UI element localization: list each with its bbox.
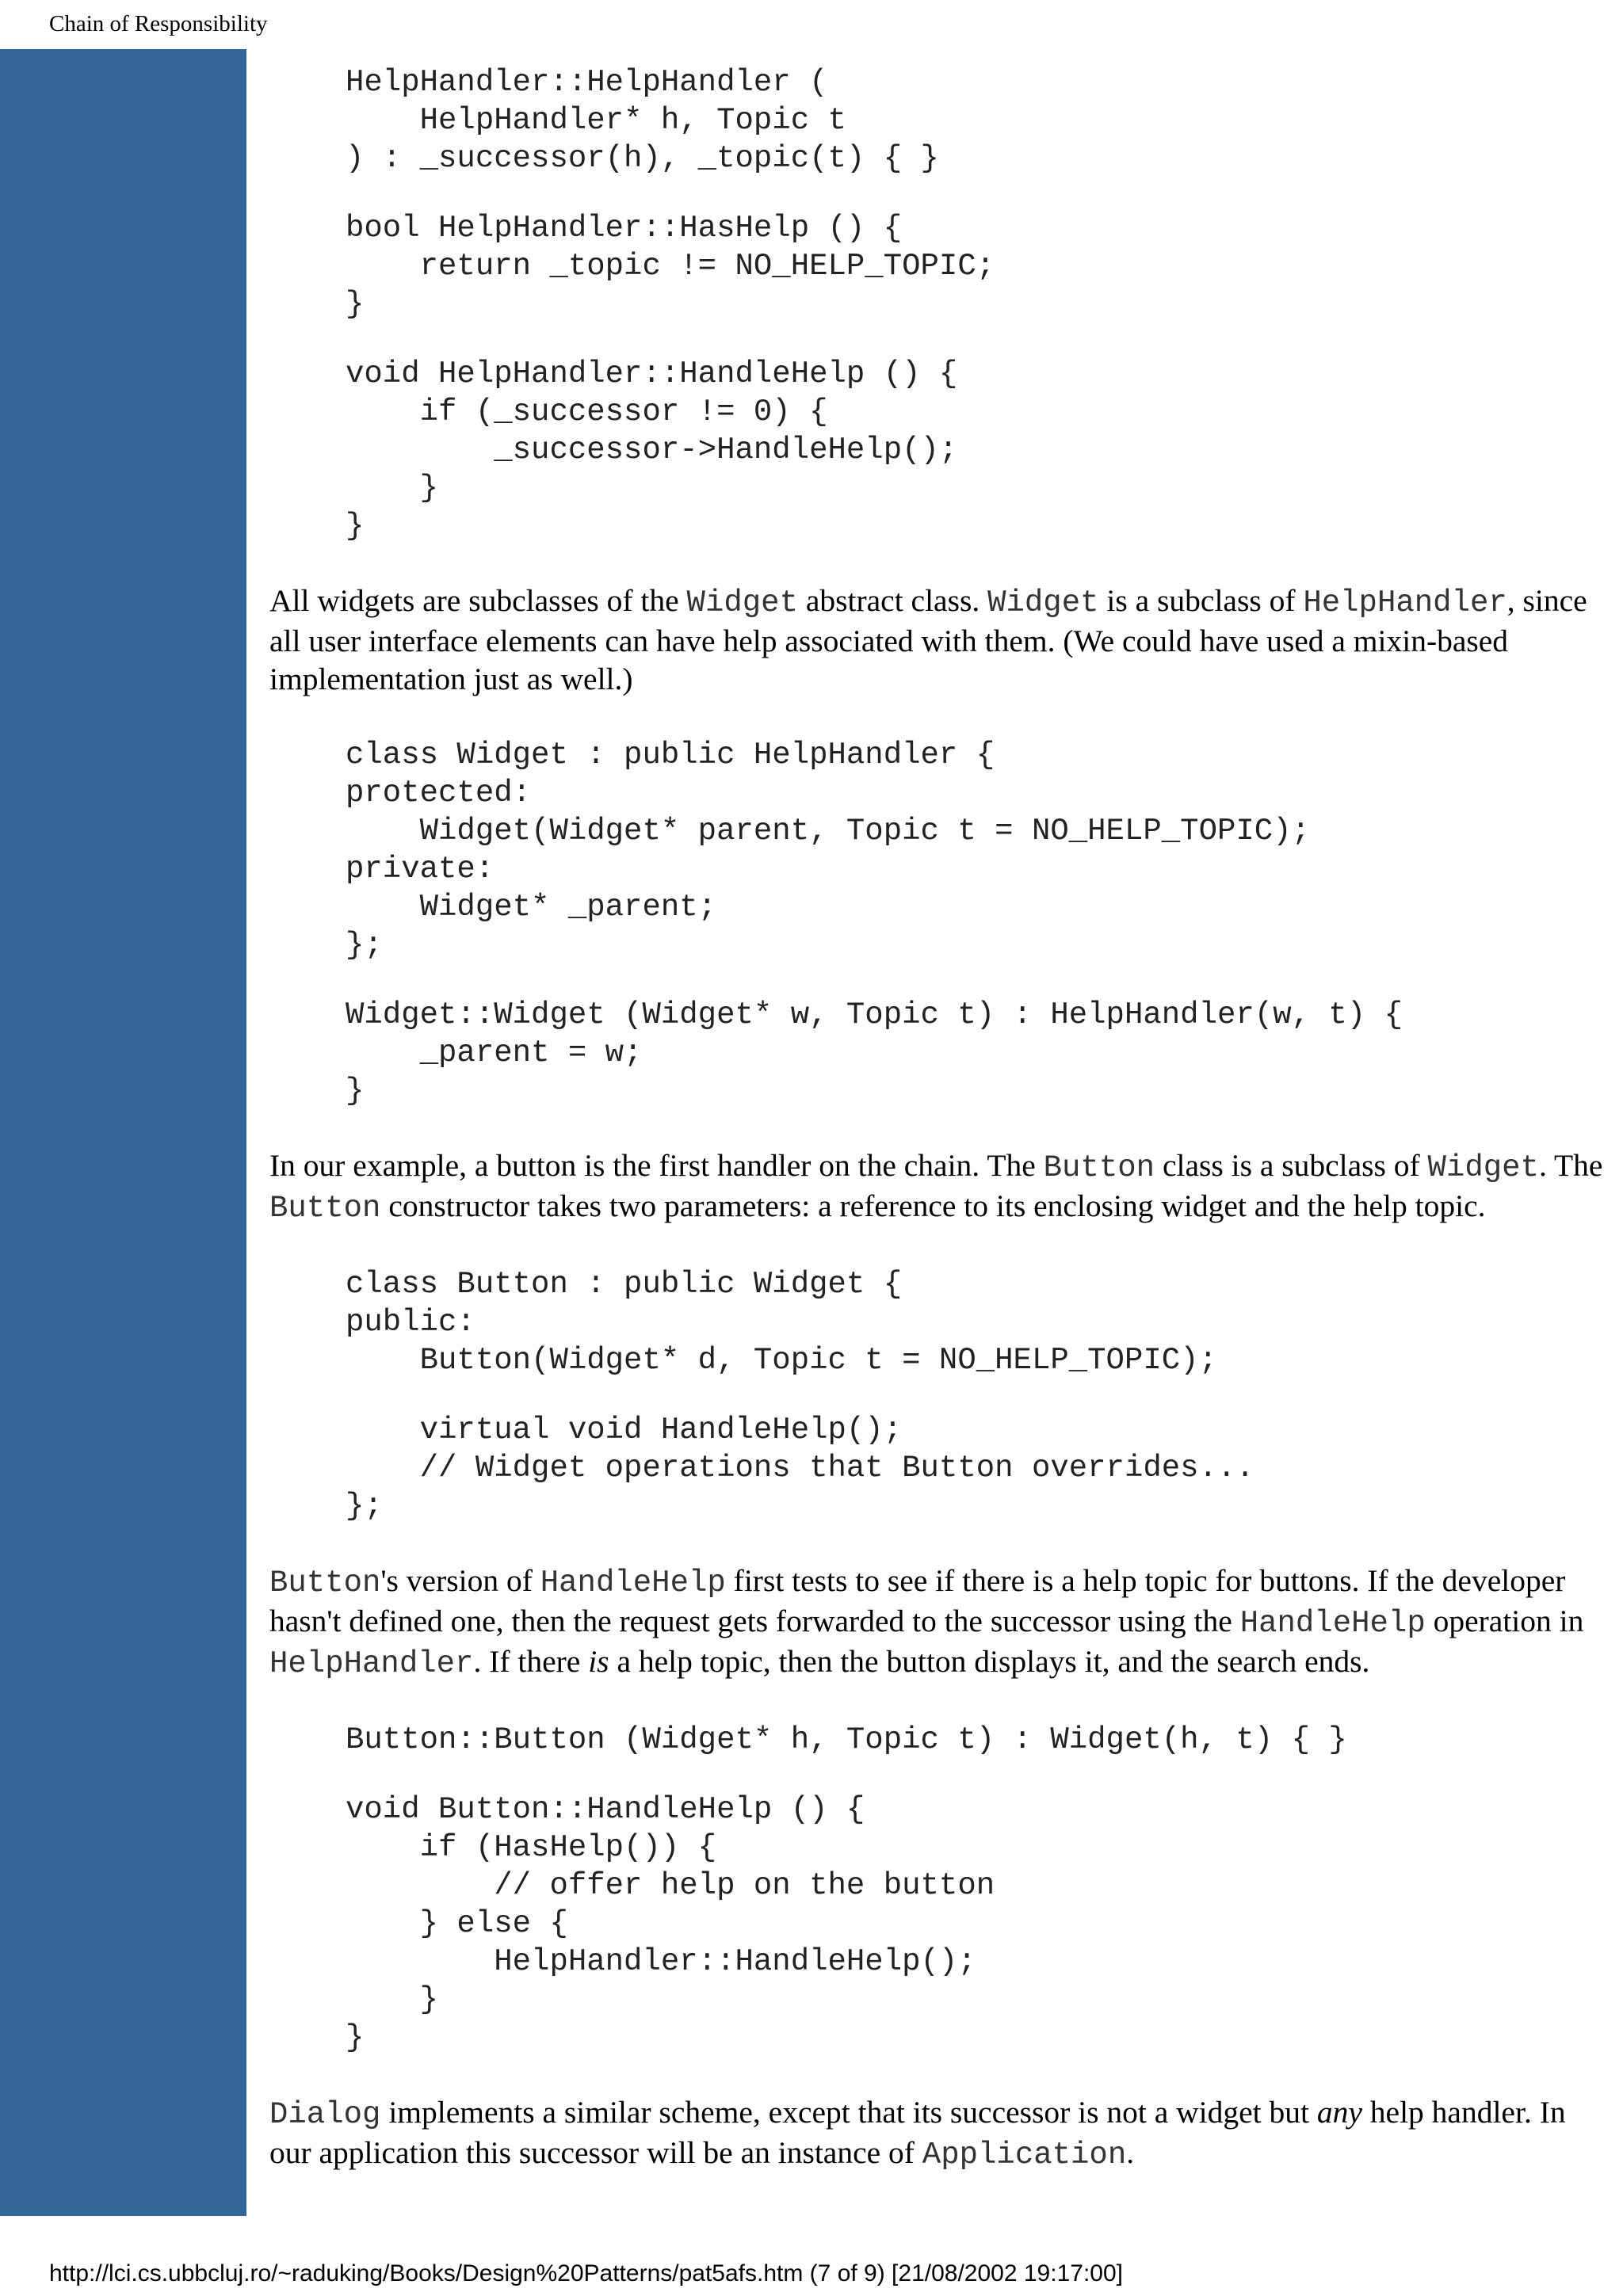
inline-code: Button [269, 1191, 381, 1226]
inline-code: HandleHelp [1239, 1606, 1426, 1641]
inline-code: HandleHelp [540, 1566, 726, 1600]
text-run: implements a similar scheme, except that its successor is not a widget but [380, 2095, 1317, 2130]
paragraph [269, 582, 1609, 698]
code-block: void HelpHandler::HandleHelp () { if (_successor != 0) { _successor->HandleHelp(); } } [346, 357, 958, 543]
text-run: help handler. In our application this successor will be an instance of [269, 2095, 1566, 2170]
page-footer-url: http://lci.cs.ubbcluj.ro/~raduking/Books/Design%20Patterns/pat5afs.htm (7 of 9) [21/08/2002 19:17:00] [49, 2260, 1123, 2286]
paragraph [269, 2093, 1609, 2174]
inline-code: Widget [686, 585, 798, 620]
code-block: void Button::HandleHelp () { if (HasHelp()) { // offer help on the button } else { HelpHandler::HandleHelp(); } } [346, 1792, 995, 2055]
inline-code: Widget [987, 585, 1099, 620]
code-block: class Button : public Widget { public: Button(Widget* d, Topic t = NO_HELP_TOPIC); [346, 1267, 1217, 1378]
inline-code: Button [269, 1566, 381, 1600]
document-content [269, 63, 1609, 2174]
sidebar-bar [0, 49, 246, 2216]
code-block: bool HelpHandler::HasHelp () { return _topic != NO_HELP_TOPIC; } [346, 211, 995, 322]
page-title: Chain of Responsibility [49, 11, 268, 36]
text-run: constructor takes two parameters: a reference to its enclosing widget and the help topic. [380, 1188, 1486, 1223]
paragraph [269, 1146, 1609, 1227]
text-run: operation in [1425, 1604, 1584, 1638]
text-run: 's version of [380, 1563, 540, 1598]
emphasis: is [588, 1644, 609, 1679]
text-run: is a subclass of [1098, 583, 1304, 618]
inline-code: Application [922, 2138, 1127, 2172]
text-run: , since all user interface elements can have help associated with them. (We could have used a mixin-based implementation just as well.) [269, 583, 1587, 696]
code-block: HelpHandler::HelpHandler ( HelpHandler* h, Topic t ) : _successor(h), _topic(t) { } [346, 65, 939, 176]
code-block: Widget::Widget (Widget* w, Topic t) : HelpHandler(w, t) { _parent = w; } [346, 997, 1403, 1108]
text-run: In our example, a button is the first handler on the chain. The [269, 1148, 1044, 1183]
text-run: class is a subclass of [1155, 1148, 1428, 1183]
code-block: class Widget : public HelpHandler { protected: Widget(Widget* parent, Topic t = NO_HELP_TOPIC); private: Widget* _parent; }; [346, 738, 1310, 963]
inline-code: HelpHandler [1303, 585, 1507, 620]
text-run: All widgets are subclasses of the [269, 583, 687, 618]
text-run: . The [1538, 1148, 1603, 1183]
text-run: abstract class. [797, 583, 988, 618]
text-run: . If there [473, 1644, 589, 1679]
emphasis: any [1316, 2095, 1362, 2130]
inline-code: Dialog [269, 2097, 381, 2132]
text-run: . [1126, 2135, 1135, 2170]
code-block: virtual void HandleHelp(); // Widget operations that Button overrides... }; [346, 1413, 1254, 1524]
inline-code: Button [1043, 1150, 1155, 1185]
text-run: first tests to see if there is a help topic for buttons. If the developer hasn't defined one, then the request gets forwarded to the successor using the [269, 1563, 1566, 1638]
code-block: Button::Button (Widget* h, Topic t) : Widget(h, t) { } [346, 1722, 1347, 1757]
paragraph [269, 1562, 1609, 1683]
inline-code: Widget [1427, 1150, 1539, 1185]
text-run: a help topic, then the button displays it, and the search ends. [609, 1644, 1370, 1679]
inline-code: HelpHandler [269, 1646, 474, 1681]
